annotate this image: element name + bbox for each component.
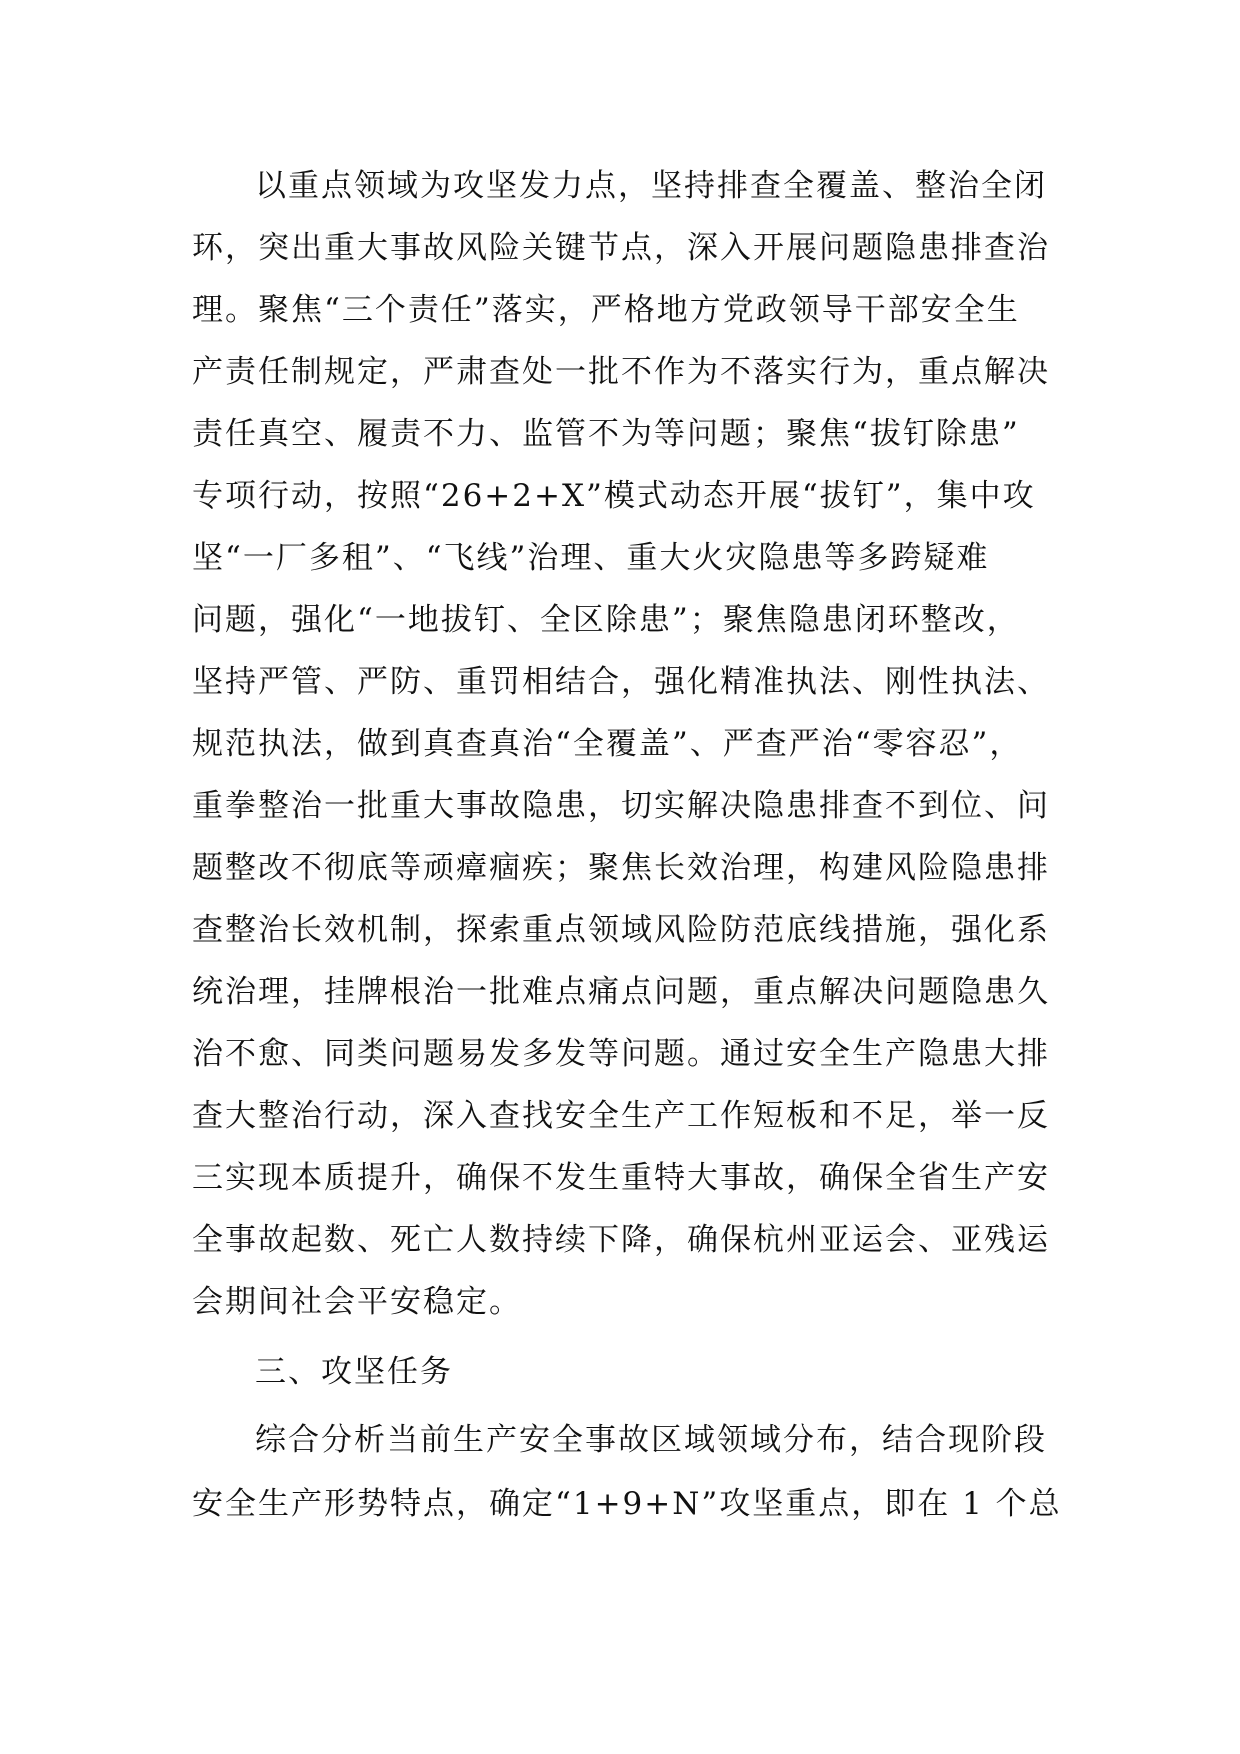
- paragraph-1-line-7: 坚“一厂多租”、“飞线”治理、重大火灾隐患等多跨疑难: [192, 540, 990, 576]
- paragraph-1-line-2: 环，突出重大事故风险关键节点，深入开展问题隐患排查治: [192, 230, 1050, 266]
- paragraph-1-line-1: 以重点领域为攻坚发力点，坚持排查全覆盖、整治全闭: [255, 168, 1047, 204]
- paragraph-1-line-8: 问题，强化“一地拔钉、全区除患”；聚焦隐患闭环整改，: [192, 602, 1020, 638]
- paragraph-1-line-3: 理。聚焦“三个责任”落实，严格地方党政领导干部安全生: [192, 292, 1020, 328]
- paragraph-1-line-19: 会期间社会平安稳定。: [192, 1284, 522, 1320]
- paragraph-1-line-10: 规范执法，做到真查真治“全覆盖”、严查严治“零容忍”，: [192, 726, 1023, 762]
- paragraph-1-line-11: 重拳整治一批重大事故隐患，切实解决隐患排查不到位、问: [192, 788, 1050, 824]
- paragraph-1-line-9: 坚持严管、严防、重罚相结合，强化精准执法、刚性执法、: [192, 664, 1050, 700]
- paragraph-1-line-12: 题整改不彻底等顽瘴痼疾；聚焦长效治理，构建风险隐患排: [192, 850, 1050, 886]
- paragraph-2-line-2: 安全生产形势特点，确定“1+9+N”攻坚重点，即在 1 个总: [192, 1486, 1062, 1522]
- paragraph-1-line-14: 统治理，挂牌根治一批难点痛点问题，重点解决问题隐患久: [192, 974, 1050, 1010]
- paragraph-1-line-4: 产责任制规定，严肃查处一批不作为不落实行为，重点解决: [192, 354, 1050, 390]
- paragraph-1-line-16: 查大整治行动，深入查找安全生产工作短板和不足，举一反: [192, 1098, 1050, 1134]
- paragraph-1-line-17: 三实现本质提升，确保不发生重特大事故，确保全省生产安: [192, 1160, 1050, 1196]
- section-heading: 三、攻坚任务: [255, 1354, 453, 1390]
- paragraph-1-line-13: 查整治长效机制，探索重点领域风险防范底线措施，强化系: [192, 912, 1050, 948]
- paragraph-1-line-5: 责任真空、履责不力、监管不为等问题；聚焦“拔钉除患”: [192, 416, 1020, 452]
- paragraph-2-line-1: 综合分析当前生产安全事故区域领域分布，结合现阶段: [255, 1422, 1047, 1458]
- paragraph-1-line-6: 专项行动，按照“26+2+X”模式动态开展“拔钉”，集中攻: [192, 478, 1036, 514]
- paragraph-1-line-15: 治不愈、同类问题易发多发等问题。通过安全生产隐患大排: [192, 1036, 1050, 1072]
- paragraph-1-line-18: 全事故起数、死亡人数持续下降，确保杭州亚运会、亚残运: [192, 1222, 1050, 1258]
